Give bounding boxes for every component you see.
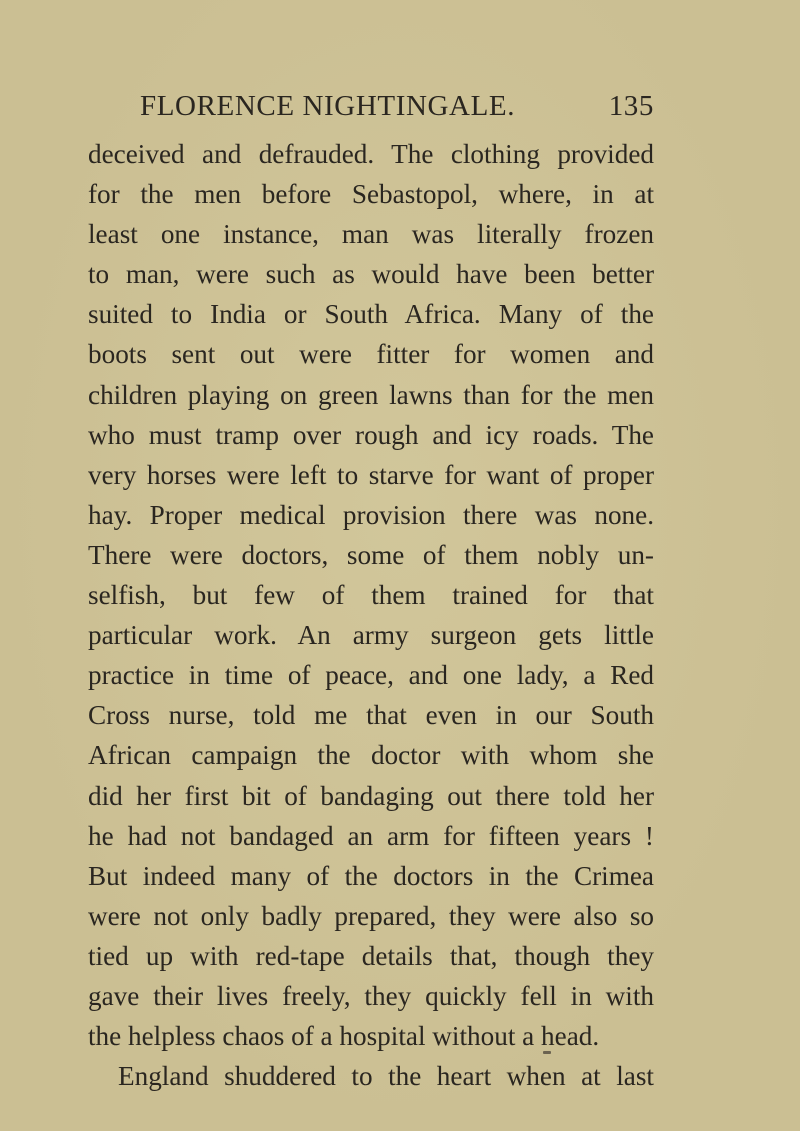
ink-mark <box>543 1051 551 1054</box>
text-line: suited to India or South Africa. Many of the <box>88 299 654 330</box>
text-line: were not only badly prepared, they were also so <box>88 900 654 931</box>
text-line: selfish, but few of them trained for that <box>88 580 654 611</box>
text-line: to man, were such as would have been better <box>88 259 654 290</box>
text-line: particular work. An army surgeon gets little <box>88 620 654 651</box>
text-line: boots sent out were fitter for women and <box>88 339 654 370</box>
text-line: children playing on green lawns than for the men <box>88 379 654 410</box>
text-line: who must tramp over rough and icy roads. The <box>88 419 654 450</box>
text-line: he had not bandaged an arm for fifteen years ! <box>88 820 654 851</box>
text-line: deceived and defrauded. The clothing provided <box>88 139 654 169</box>
text-line: did her first bit of bandaging out there told her <box>88 780 654 811</box>
text-line: least one instance, man was literally frozen <box>88 219 654 250</box>
text-line: Cross nurse, told me that even in our South <box>88 700 654 731</box>
running-head <box>140 84 654 128</box>
text-line: But indeed many of the doctors in the Crimea <box>88 860 654 891</box>
text-line: hay. Proper medical provision there was none. <box>88 499 654 530</box>
text-line: There were doctors, some of them nobly un- <box>88 539 654 570</box>
text-line: tied up with red-tape details that, though they <box>88 940 654 971</box>
body-text <box>88 134 654 1096</box>
text-line: very horses were left to starve for want of proper <box>88 459 654 490</box>
text-line: for the men before Sebastopol, where, in at <box>88 179 654 210</box>
page-number: 135 <box>608 90 654 122</box>
running-title: FLORENCE NIGHTINGALE. <box>140 90 516 122</box>
text-line: African campaign the doctor with whom she <box>88 740 654 771</box>
text-line: gave their lives freely, they quickly fell in with <box>88 980 654 1011</box>
text-line: England shuddered to the heart when at last <box>118 1061 654 1092</box>
text-line: the helpless chaos of a hospital without a head. <box>88 1021 600 1052</box>
text-line: practice in time of peace, and one lady, a Red <box>88 660 654 691</box>
